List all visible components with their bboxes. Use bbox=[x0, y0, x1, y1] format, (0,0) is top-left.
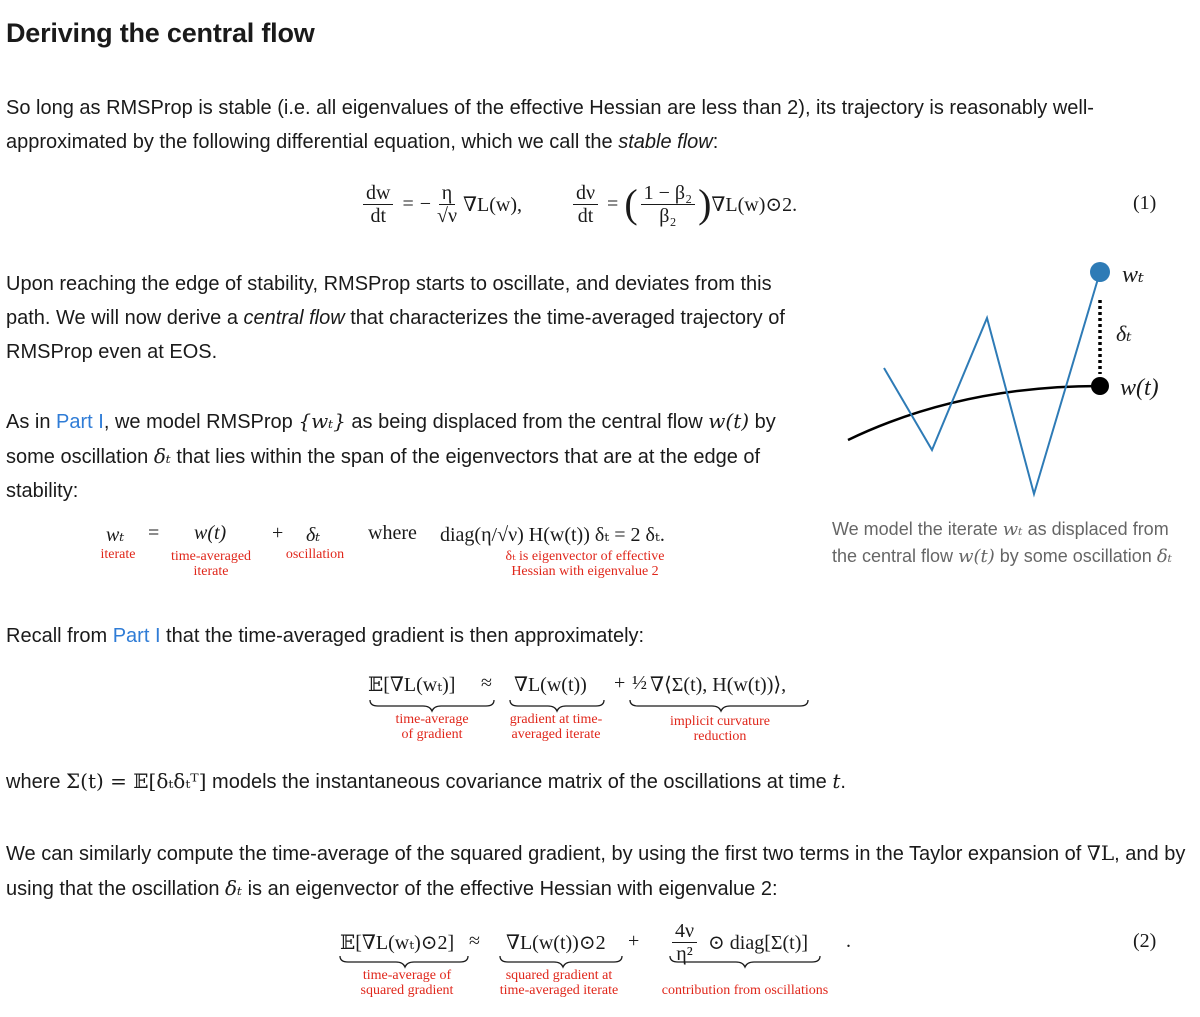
label-delta-t: δₜ bbox=[1116, 321, 1132, 346]
central-flow-symbol: w(t) bbox=[708, 409, 750, 433]
grad-L: ∇L(w), bbox=[463, 193, 522, 216]
ann-line: squared gradient bbox=[360, 983, 454, 998]
central-flow-figure bbox=[830, 250, 1190, 520]
ann-line: δₜ is eigenvector of effective bbox=[505, 549, 665, 564]
ann-line: time-averaged iterate bbox=[499, 983, 619, 998]
paragraph-model bbox=[6, 404, 806, 508]
plus: + bbox=[272, 522, 284, 544]
eta: η bbox=[439, 182, 455, 205]
plus: + bbox=[628, 930, 640, 952]
para3-t2: , we model RMSProp bbox=[103, 411, 299, 433]
para5-t2: models the instantaneous covariance matrix of the oscillations at time bbox=[206, 771, 833, 793]
eta-squared: η² bbox=[676, 943, 693, 965]
section-heading: Deriving the central flow bbox=[6, 18, 315, 48]
caption-w-of-t: w(t) bbox=[958, 546, 995, 567]
dw: dw bbox=[363, 182, 393, 205]
ann-line: time-average bbox=[395, 712, 469, 727]
caption-t1: We model the iterate bbox=[832, 519, 1003, 539]
ann-line: iterate bbox=[193, 564, 229, 579]
w-t: wₜ bbox=[106, 524, 125, 546]
eigen-condition: diag(η/√ν) H(w(t)) δₜ = 2 δₜ. bbox=[440, 524, 665, 546]
underbrace-2 bbox=[500, 956, 622, 967]
four-nu: 4ν bbox=[672, 920, 697, 943]
annotation-contribution-oscillations: contribution from oscillations bbox=[661, 983, 829, 998]
beta2: β₂ bbox=[659, 204, 677, 227]
dt2: dt bbox=[577, 204, 594, 227]
annotation-iterate: iterate bbox=[100, 547, 136, 562]
one-minus-beta2: 1 − β₂ bbox=[641, 182, 695, 205]
para4-t1: Recall from bbox=[6, 625, 113, 647]
part-1-link-2[interactable]: Part I bbox=[112, 625, 161, 647]
time-symbol: t bbox=[832, 769, 841, 793]
delta-symbol-2: δₜ bbox=[225, 876, 243, 900]
para3-t5: that lies within the span of the eigenvectors that are at the edge of stability: bbox=[6, 446, 761, 502]
w-of-t: w(t) bbox=[194, 522, 227, 544]
label-w-t: wₜ bbox=[1122, 262, 1144, 288]
eta-over-sqrt-nu bbox=[434, 182, 460, 227]
para6-t3: is an eigenvector of the effective Hessian with eigenvalue 2: bbox=[242, 878, 778, 900]
underbrace-3 bbox=[630, 700, 808, 711]
para6-t2: , and by using that the oscillation bbox=[6, 843, 1186, 900]
paragraph-stable-flow bbox=[6, 91, 1186, 159]
approx: ≈ bbox=[469, 930, 480, 952]
para3-t4: by some oscillation bbox=[6, 411, 776, 468]
ann-line: time-averaged bbox=[170, 549, 252, 564]
para3-t1: As in bbox=[6, 411, 57, 433]
annotation-time-average-squared bbox=[342, 968, 472, 998]
label-w-of-t: w(t) bbox=[1120, 375, 1159, 401]
para5-t3: . bbox=[840, 771, 846, 793]
gradient-at-central: ∇L(w(t)) bbox=[514, 674, 587, 696]
caption-delta: δₜ bbox=[1156, 546, 1173, 567]
delta-symbol: δₜ bbox=[153, 444, 171, 468]
annotation-squared-at-iterate bbox=[486, 968, 632, 998]
central-flow-term: central flow bbox=[243, 307, 345, 329]
ann-line: reduction bbox=[693, 729, 747, 744]
paragraph-recall bbox=[6, 619, 906, 653]
iterates-set: {wₜ} bbox=[298, 409, 346, 433]
ann-line: squared gradient at bbox=[505, 968, 613, 983]
approx: ≈ bbox=[481, 672, 492, 694]
rmsprop-trajectory bbox=[884, 272, 1100, 494]
one-half: ½ bbox=[632, 672, 647, 694]
dw-dt-fraction bbox=[363, 182, 393, 227]
annotation-oscillation: oscillation bbox=[285, 547, 345, 562]
para1-colon: : bbox=[712, 131, 719, 153]
paragraph-squared-gradient bbox=[6, 836, 1196, 906]
plus: + bbox=[614, 672, 626, 694]
grad-L-squared: ∇L(w)⊙2. bbox=[711, 193, 798, 216]
para1-text: So long as RMSProp is stable (i.e. all eigenvalues of the effective Hessian are less than 2), its trajectory is reasonably well-approximated by the following differential equation, which we call the bbox=[6, 97, 1094, 153]
annotation-eigenvector bbox=[470, 549, 700, 579]
central-flow-point bbox=[1091, 377, 1109, 395]
para2-text: Upon reaching the edge of stability, RMSProp starts to oscillate, and deviates from this path. We will now derive a bbox=[6, 273, 772, 329]
diag-sigma: ⊙ diag[Σ(t)] bbox=[708, 932, 809, 954]
expected-squared-gradient: 𝔼[∇L(wₜ)⊙2] bbox=[340, 932, 455, 954]
ann-line: of gradient bbox=[401, 727, 463, 742]
curvature-term: ∇⟨Σ(t), H(w(t))⟩, bbox=[650, 674, 787, 696]
beta-fraction bbox=[641, 182, 695, 227]
equation-1: $\frac{dw}{dt}$ = − $\frac{\eta}{√\nu}$ ∇L(w), $\frac{d\nu}{dt}$ = ( $\frac{\text{1 − β₂}}{\text{β₂}}$ ) ∇L(w)⊙2. bbox=[360, 176, 880, 232]
part-1-link[interactable]: Part I bbox=[56, 411, 104, 433]
central-flow-curve bbox=[848, 386, 1100, 440]
period: . bbox=[846, 930, 851, 952]
ann-line: averaged iterate bbox=[511, 727, 601, 742]
equals: = bbox=[148, 522, 160, 544]
grad-L-symbol: ∇L bbox=[1086, 841, 1115, 865]
where-word: where bbox=[368, 522, 417, 544]
para5-t1: where bbox=[6, 771, 67, 793]
equation-1-number: (1) bbox=[1133, 192, 1157, 214]
annotation-curvature-reduction bbox=[650, 714, 790, 744]
expected-gradient: 𝔼[∇L(wₜ)] bbox=[368, 674, 456, 696]
paragraph-covariance bbox=[6, 764, 1006, 799]
ann-line: implicit curvature bbox=[670, 714, 770, 729]
ann-line: time-average of bbox=[362, 968, 452, 983]
ann-line: gradient at time- bbox=[509, 712, 603, 727]
caption-t2: as displaced from the central flow bbox=[832, 519, 1169, 566]
para3-t3: as being displaced from the central flow bbox=[345, 411, 709, 433]
iterate-point bbox=[1090, 262, 1110, 282]
underbrace-1 bbox=[370, 700, 494, 711]
stable-flow-term: stable flow bbox=[618, 131, 713, 153]
dnu-dt-fraction bbox=[573, 182, 598, 227]
para4-t2: that the time-averaged gradient is then approximately: bbox=[160, 625, 645, 647]
equation-2-number: (2) bbox=[1133, 930, 1157, 952]
sigma-definition: Σ(t) = 𝔼[δₜδₜᵀ] bbox=[66, 769, 207, 793]
para2-tail: that characterizes the time-averaged trajectory of RMSProp even at EOS. bbox=[6, 307, 785, 363]
paragraph-edge-of-stability bbox=[6, 267, 786, 369]
caption-t3: by some oscillation bbox=[994, 546, 1157, 566]
underbrace-2 bbox=[510, 700, 604, 711]
ann-line: Hessian with eigenvalue 2 bbox=[511, 564, 659, 579]
sqrt-nu: √ν bbox=[437, 204, 458, 227]
annotation-time-average-gradient bbox=[372, 712, 492, 742]
dt: dt bbox=[370, 204, 386, 227]
squared-gradient-central: ∇L(w(t))⊙2 bbox=[506, 932, 606, 954]
underbrace-3 bbox=[670, 956, 820, 967]
dnu: dν bbox=[573, 182, 598, 205]
para6-t1: We can similarly compute the time-average of the squared gradient, by using the first two terms in the Taylor expansion of bbox=[6, 843, 1087, 865]
caption-w-t: wₜ bbox=[1002, 519, 1023, 540]
underbrace-1 bbox=[340, 956, 468, 967]
delta-t: δₜ bbox=[306, 524, 321, 546]
annotation-time-averaged-iterate bbox=[156, 549, 266, 579]
figure-caption bbox=[832, 516, 1192, 570]
annotation-gradient-at-iterate bbox=[494, 712, 618, 742]
